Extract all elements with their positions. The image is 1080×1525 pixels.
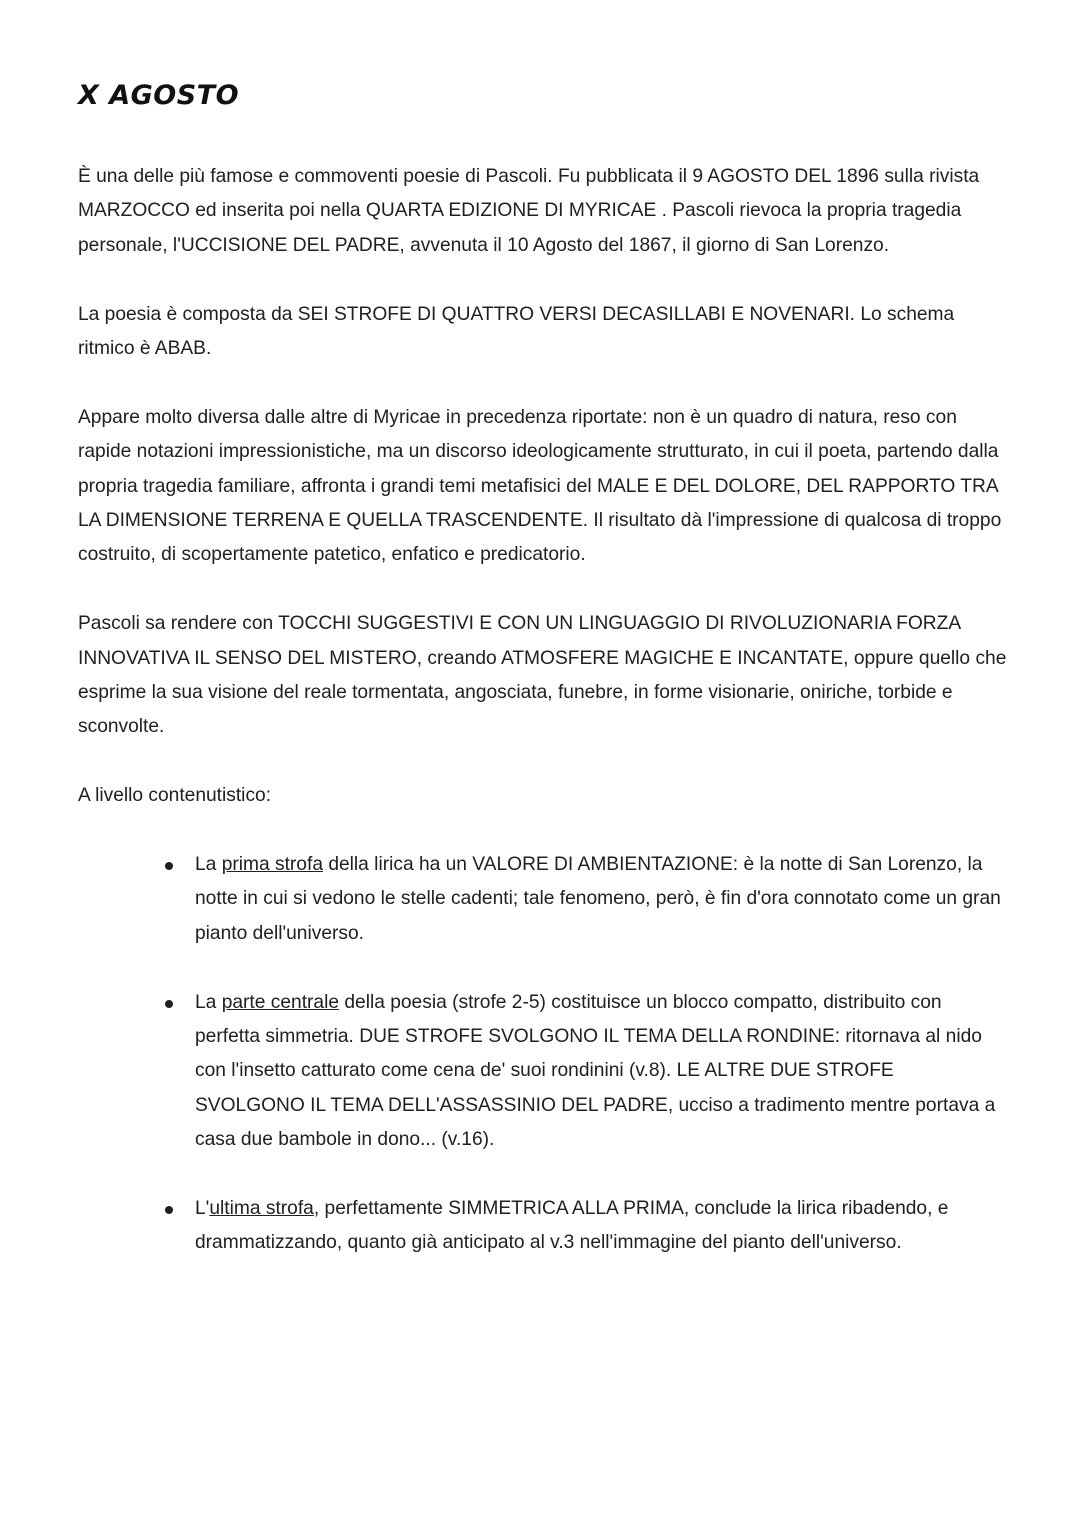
paragraph-structure: La poesia è composta da SEI STROFE DI QUATTRO VERSI DECASILLABI E NOVENARI. Lo schema ritmico è ABAB. xyxy=(78,303,955,360)
paragraph-analysis: Appare molto diversa dalle altre di Myricae in precedenza riportate: non è un quadro di natura, reso con rapide notazioni impressionistiche, ma un discorso ideologicamente strutturato, in cui il poeta, partendo dalla propria tragedia familiare, affronta i grandi temi metafisici del MALE E DEL DOLORE, DEL RAPPORTO TRA LA DIMENSIONE TERRENA E QUELLA TRASCENDENTE. Il risultato dà l'impressione di qualcosa di troppo costruito, di scopertamente patetico, enfatico e predicatorio. xyxy=(78,406,1002,566)
bullet-dot-icon xyxy=(165,862,173,870)
bullet-text: della lirica ha un VALORE DI AMBIENTAZIONE: è la notte di San Lorenzo, la notte in cui si vedono le stelle cadenti; tale fenomeno, però, è fin d'ora connotato come un gran pianto dell'universo. xyxy=(195,854,1001,944)
document-title: X AGOSTO xyxy=(78,80,240,111)
content-bullet-list xyxy=(78,848,1008,1261)
bullet-dot-icon xyxy=(165,1000,173,1008)
paragraph-style: Pascoli sa rendere con TOCCHI SUGGESTIVI E CON UN LINGUAGGIO DI RIVOLUZIONARIA FORZA INNOVATIVA IL SENSO DEL MISTERO, creando ATMOSFERE MAGICHE E INCANTATE, oppure quello che esprime la sua visione del reale tormentata, angosciata, funebre, in forme visionarie, oniriche, torbide e sconvolte. xyxy=(78,613,1007,738)
paragraph-intro: È una delle più famose e commoventi poesie di Pascoli. Fu pubblicata il 9 AGOSTO DEL 1896 sulla rivista MARZOCCO ed inserita poi nella QUARTA EDIZIONE DI MYRICAE . Pascoli rievoca la propria tragedia personale, l'UCCISIONE DEL PADRE, avvenuta il 10 Agosto del 1867, il giorno di San Lorenzo. xyxy=(78,166,980,256)
bullet-text: della poesia (strofe 2-5) costituisce un blocco compatto, distribuito con perfetta simmetria. DUE STROFE SVOLGONO IL TEMA DELLA RONDINE: ritornava al nido con l'insetto catturato come cena de' suoi rondinini (v.8). LE ALTRE DUE STROFE SVOLGONO IL TEMA DELL'ASSASSINIO DEL PADRE, ucciso a tradimento mentre portava a casa due bambole in dono... (v.16). xyxy=(195,991,996,1151)
paragraph-content-intro: A livello contenutistico: xyxy=(78,785,272,807)
document-page xyxy=(78,78,1008,1295)
bullet-prefix: L' xyxy=(195,1198,210,1220)
bullet-item-last-stanza xyxy=(78,1192,1008,1261)
bullet-underlined-term: parte centrale xyxy=(221,991,340,1013)
bullet-dot-icon xyxy=(165,1206,173,1214)
bullet-prefix: La xyxy=(195,991,222,1013)
bullet-item-first-stanza xyxy=(78,848,1008,951)
bullet-prefix: La xyxy=(195,854,222,876)
bullet-item-central-part xyxy=(78,986,1008,1158)
bullet-underlined-term: ultima strofa xyxy=(209,1198,314,1220)
bullet-text: , perfettamente SIMMETRICA ALLA PRIMA, conclude la lirica ribadendo, e drammatizzando, quanto già anticipato al v.3 nell'immagine del pianto dell'universo. xyxy=(195,1198,949,1254)
bullet-underlined-term: prima strofa xyxy=(221,854,323,876)
